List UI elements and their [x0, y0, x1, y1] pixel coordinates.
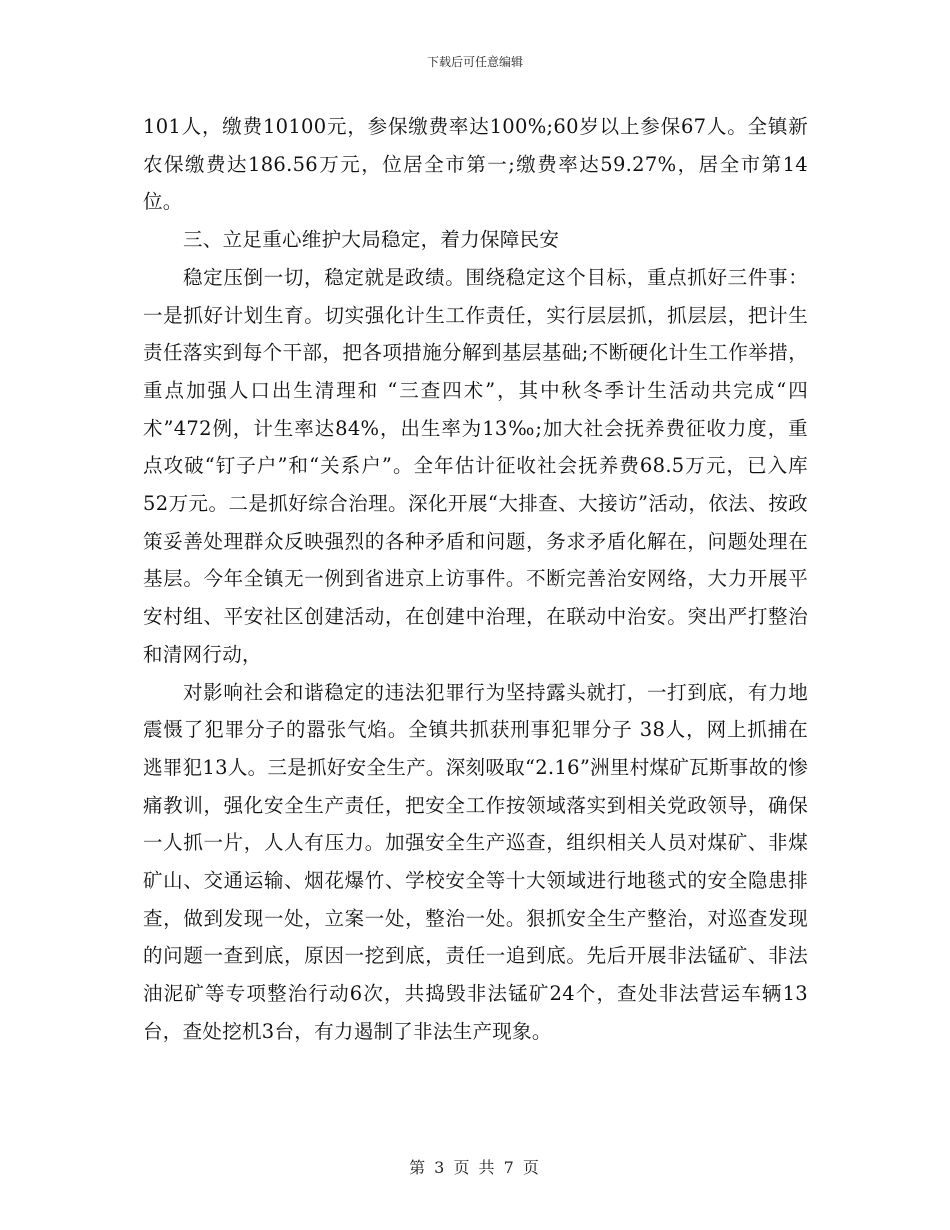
paragraph-enrollment-stats: 101人，缴费10100元，参保缴费率达100%;60岁以上参保67人。全镇新农保缴费达186.56万元，位居全市第一;缴费率达59.27%，居全市第14位。	[143, 115, 808, 214]
paragraph-crime-and-safety: 对影响社会和谐稳定的违法犯罪行为坚持露头就打，一打到底，有力地震慑了犯罪分子的嚣张气焰。全镇共抓获刑事犯罪分子 38人，网上抓捕在逃罪犯13人。三是抓好安全生产。深刻吸取“2.16”洲里村煤矿瓦斯事故的惨痛教训，强化安全生产责任，把安全工作按领域落实到相关党政领导，确保一人抓一片，人人有压力。加强安全生产巡查，组织相关人员对煤矿、非煤矿山、交通运输、烟花爆竹、学校安全等十大领域进行地毯式的安全隐患排查，做到发现一处，立案一处，整治一处。狠抓安全生产整治，对巡查发现的问题一查到底，原因一挖到底，责任一追到底。先后开展非法锰矿、非法油泥矿等专项整治行动6次，共捣毁非法锰矿24个，查处非法营运车辆13台，查处挖机3台，有力遏制了非法生产现象。	[143, 680, 808, 1043]
page-number-footer: 第 3 页 共 7 页	[409, 1158, 541, 1177]
section-heading-stability: 三、立足重心维护大局稳定，着力保障民安	[183, 228, 560, 252]
paragraph-stability-work: 稳定压倒一切，稳定就是政绩。围绕稳定这个目标，重点抓好三件事：一是抓好计划生育。切实强化计生工作责任，实行层层抓，抓层层，把计生责任落实到每个干部，把各项措施分解到基层基础;不断硬化计生工作举措，重点加强人口出生清理和 “三查四术”，其中秋冬季计生活动共完成“四术”472例，计生率达84%，出生率为13‰;加大社会抚养费征收力度，重点攻破“钉子户”和“关系户”。全年估计征收社会抚养费68.5万元，已入库52万元。二是抓好综合治理。深化开展“大排查、大接访”活动，依法、按政策妥善处理群众反映强烈的各种矛盾和问题，务求矛盾化解在，问题处理在基层。今年全镇无一例到省进京上访事件。不断完善治安网络，大力开展平安村组、平安社区创建活动，在创建中治理，在联动中治安。突出严打整治和清网行动，	[143, 265, 808, 666]
document-body	[143, 108, 808, 1051]
page-header: 下载后可任意编辑	[426, 55, 523, 69]
